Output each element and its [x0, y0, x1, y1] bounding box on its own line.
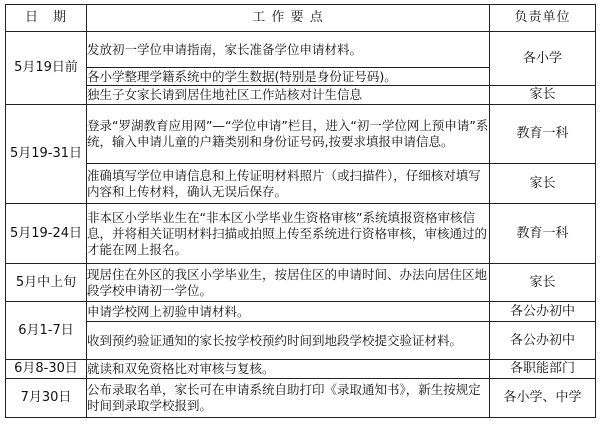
header-work-points: 工 作 要 点: [87, 5, 490, 32]
work-item-cell: 各小学整理学籍系统中的学生数据(特别是身份证号码)。: [87, 68, 490, 86]
table-row: [6, 86, 596, 105]
unit-cell: 各小学: [490, 32, 596, 86]
unit-cell: 家长: [490, 164, 596, 204]
header-responsible-unit: 负责单位: [490, 5, 596, 32]
table-row: [6, 360, 596, 379]
work-item-cell: 公布录取名单，家长可在申请系统自助打印《录取通知书》，新生按规定时间到录取学校报到。: [87, 379, 490, 418]
date-cell: 7月30日: [6, 379, 87, 418]
date-cell: 6月1-7日: [6, 302, 87, 360]
header-date: 日 期: [6, 5, 87, 32]
work-item-cell: 就读和双免资格比对审核与复核。: [87, 360, 490, 379]
schedule-table: [5, 4, 596, 418]
unit-cell: 家长: [490, 86, 596, 105]
work-item-cell: 独生子女家长请到居住地社区工作站核对计生信息: [87, 86, 490, 105]
date-cell: 5月中上旬: [6, 264, 87, 302]
work-item-cell: 登录“罗湖教育应用网”—“学位申请”栏目，进入“初一学位网上预申请”系统，输入申请儿童的户籍类别和身份证号码,按要求填报申请信息。: [87, 105, 490, 164]
unit-cell: 家长: [490, 264, 596, 302]
work-item-cell: 非本区小学毕业生在“非本区小学毕业生资格审核”系统填报资格审核信息，并将相关证明材料扫描或拍照上传至系统进行资格审核，审核通过的才能在网上报名。: [87, 204, 490, 264]
work-item-cell: 发放初一学位申请指南，家长准备学位申请材料。: [87, 32, 490, 68]
date-cell: 5月19-31日: [6, 105, 87, 204]
table-row: [6, 264, 596, 302]
date-cell: 5月19日前: [6, 32, 87, 105]
work-item-cell: 现居住在外区的我区小学毕业生，按居住区的申请时间、办法向居住区地段学校申请初一学位。: [87, 264, 490, 302]
unit-cell: 各职能部门: [490, 360, 596, 379]
table-row: [6, 322, 596, 360]
table-row: [6, 379, 596, 418]
unit-cell: 教育一科: [490, 105, 596, 164]
work-item-cell: 准确填写学位申请信息和上传证明材料照片（或扫描件），仔细核对填写内容和上传材料，确认无误后保存。: [87, 164, 490, 204]
unit-cell: 各小学、中学: [490, 379, 596, 418]
table-row: [6, 105, 596, 164]
table-row: [6, 302, 596, 322]
date-cell: 5月19-24日: [6, 204, 87, 264]
date-cell: 6月8-30日: [6, 360, 87, 379]
table-row: [6, 204, 596, 264]
work-item-cell: 收到预约验证通知的家长按学校预约时间到地段学校提交验证材料。: [87, 322, 490, 360]
table-row: [6, 164, 596, 204]
unit-cell: 各公办初中: [490, 322, 596, 360]
table-row: [6, 32, 596, 68]
unit-cell: 各公办初中: [490, 302, 596, 322]
work-item-cell: 申请学校网上初验申请材料。: [87, 302, 490, 322]
header-row: [6, 5, 596, 32]
unit-cell: 教育一科: [490, 204, 596, 264]
